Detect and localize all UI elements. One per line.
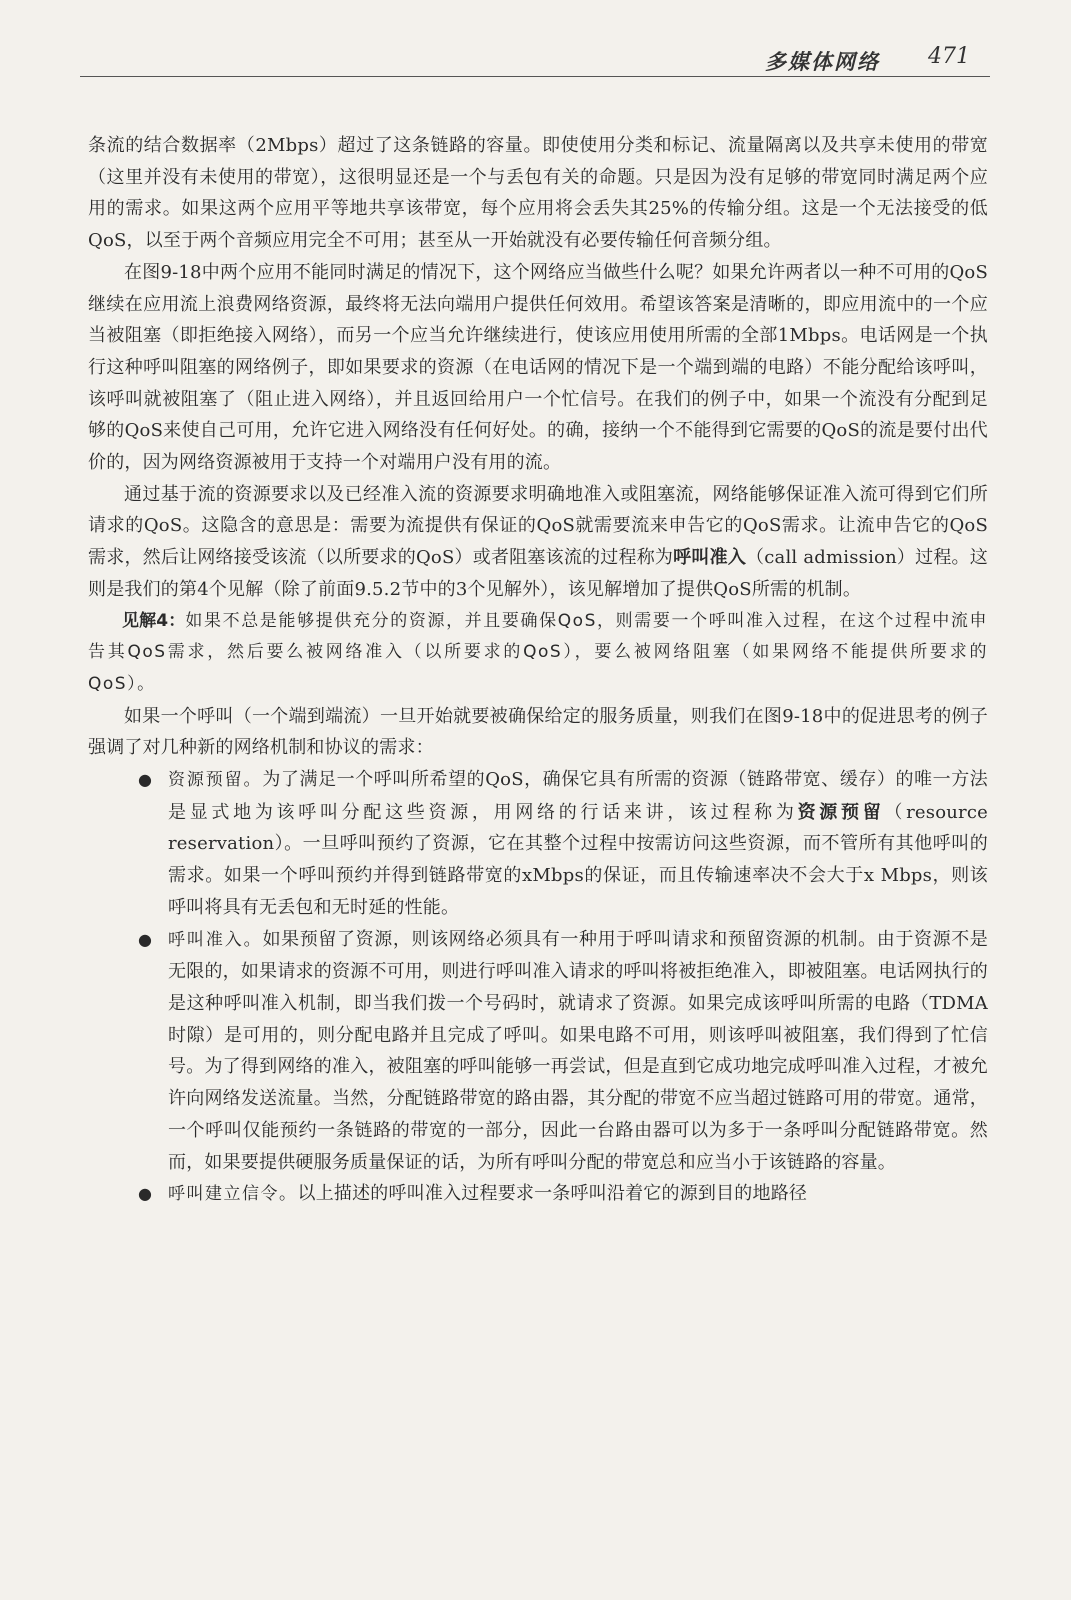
running-title: 多媒体网络 [765, 49, 880, 74]
page-body [88, 130, 988, 1211]
insight-text: 如果不总是能够提供充分的资源，并且要确保QoS，则需要一个呼叫准入过程，在这个过程中流申告其QoS需求，然后要么被网络准入（以所要求的QoS），要么被网络阻塞（如果网络不能提供所要求的QoS）。 [88, 610, 988, 694]
list-item: ● 呼叫建立信令。以上描述的呼叫准入过程要求一条呼叫沿着它的源到目的地路径 [88, 1178, 988, 1211]
paragraph: 在图9-18中两个应用不能同时满足的情况下，这个网络应当做些什么呢？如果允许两者以一种不可用的QoS继续在应用流上浪费网络资源，最终将无法向端用户提供任何效用。希望该答案是清晰的，即应用流中的一个应当被阻塞（即拒绝接入网络），而另一个应当允许继续进行，使该应用使用所需的全部1Mbps。电话网是一个执行这种呼叫阻塞的网络例子，即如果要求的资源（在电话网的情况下是一个端到端的电路）不能分配给该呼叫，该呼叫就被阻塞了（阻止进入网络），并且返回给用户一个忙信号。在我们的例子中，如果一个流没有分配到足够的QoS来使自己可用，允许它进入网络没有任何好处。的确，接纳一个不能得到它需要的QoS的流是要付出代价的，因为网络资源被用于支持一个对端用户没有用的流。 [88, 261, 988, 474]
bullet-list [88, 764, 988, 1211]
bullet-icon: ● [138, 929, 153, 949]
bullet-term: 呼叫准入。 [168, 929, 263, 950]
bold-term: 呼叫准入 [673, 547, 747, 569]
list-item: ● 呼叫准入。如果预留了资源，则该网络必须具有一种用于呼叫请求和预留资源的机制。由于资源不是无限的，如果请求的资源不可用，则进行呼叫准入请求的呼叫将被拒绝准入，即被阻塞。电话网执行的是这种呼叫准入机制，即当我们拨一个号码时，就请求了资源。如果完成该呼叫所需的电路（TDMA时隙）是可用的，则分配电路并且完成了呼叫。如果电路不可用，则该呼叫被阻塞，我们得到了忙信号。为了得到网络的准入，被阻塞的呼叫能够一再尝试，但是直到它成功地完成呼叫准入过程，才被允许向网络发送流量。当然，分配链路带宽的路由器，其分配的带宽不应当超过链路可用的带宽。通常，一个呼叫仅能预约一条链路的带宽的一部分，因此一台路由器可以为多于一条呼叫分配链路带宽。然而，如果要提供硬服务质量保证的话，为所有呼叫分配的带宽总和应当小于该链路的容量。 [88, 924, 988, 1179]
bullet-term: 呼叫建立信令。 [168, 1184, 298, 1205]
paragraph: 如果一个呼叫（一个端到端流）一旦开始就要被确保给定的服务质量，则我们在图9-18中的促进思考的例子强调了对几种新的网络机制和协议的需求： [88, 705, 988, 759]
page-header [80, 40, 990, 77]
page-number: 471 [928, 44, 970, 69]
paragraph-continued: 条流的结合数据率（2Mbps）超过了这条链路的容量。即使使用分类和标记、流量隔离以及共享未使用的带宽（这里并没有未使用的带宽），这很明显还是一个与丢包有关的命题。只是因为没有足够的带宽同时满足两个应用的需求。如果这两个应用平等地共享该带宽，每个应用将会丢失其25%的传输分组。这是一个无法接受的低QoS，以至于两个音频应用完全不可用；甚至从一开始就没有必要传输任何音频分组。 [88, 135, 988, 252]
paragraph: 通过基于流的资源要求以及已经准入流的资源要求明确地准入或阻塞流，网络能够保证准入流可得到它们所请求的QoS。这隐含的意思是：需要为流提供有保证的QoS就需要流来申告它的QoS需求。让流申告它的QoS需求，然后让网络接受该流（以所要求的QoS）或者阻塞该流的过程称为呼叫准入（call admission）过程。这则是我们的第4个见解（除了前面9.5.2节中的3个见解外），该见解增加了提供QoS所需的机制。 [88, 483, 988, 600]
bullet-icon: ● [138, 770, 153, 790]
insight-label: 见解4： [122, 610, 186, 631]
bold-term: 资源预留 [797, 801, 885, 823]
bullet-term: 资源预留。 [168, 770, 263, 791]
list-item: ● 资源预留。为了满足一个呼叫所希望的QoS，确保它具有所需的资源（链路带宽、缓存）的唯一方法是显式地为该呼叫分配这些资源，用网络的行话来讲，该过程称为资源预留（resource reservation）。一旦呼叫预约了资源，它在其整个过程中按需访问这些资源，而不管所有其他呼叫的需求。如果一个呼叫预约并得到链路带宽的xMbps的保证，而且传输速率决不会大于x Mbps，则该呼叫将具有无丢包和无时延的性能。 [88, 764, 988, 924]
bullet-icon: ● [138, 1184, 153, 1204]
insight-block [88, 606, 988, 701]
